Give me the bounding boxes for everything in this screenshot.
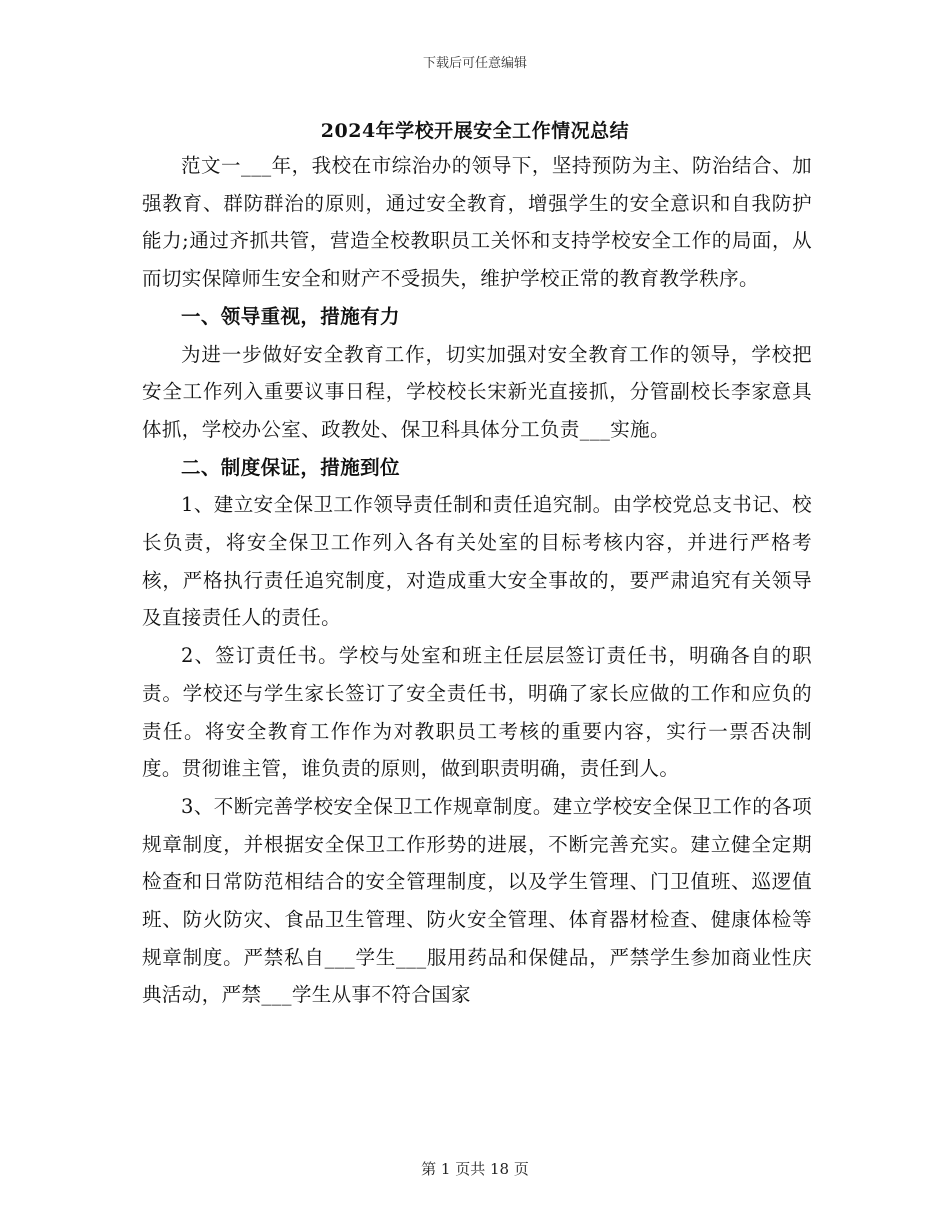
header-note: 下载后可任意编辑 <box>422 56 527 71</box>
page-number: 第 1 页共 18 页 <box>421 1160 529 1178</box>
section-heading-1: 一、领导重视，措施有力 <box>181 304 400 328</box>
paragraph-item-1: 1、建立安全保卫工作领导责任制和责任追究制。由学校党总支书记、校长负责，将安全保卫工作列入各有关处室的目标考核内容，并进行严格考核，严格执行责任追究制度，对造成重大安全事故的，要严肃追究有关领导及直接责任人的责任。 <box>142 493 812 630</box>
document-title: 2024年学校开展安全工作情况总结 <box>320 120 630 142</box>
document-body <box>142 147 812 1014</box>
section-heading-2: 二、制度保证，措施到位 <box>181 455 400 479</box>
paragraph-item-3: 3、不断完善学校安全保卫工作规章制度。建立学校安全保卫工作的各项规章制度，并根据安全保卫工作形势的进展，不断完善充实。建立健全定期检查和日常防范相结合的安全管理制度，以及学生管理、门卫值班、巡逻值班、防火防灾、食品卫生管理、防火安全管理、体育器材检查、健康体检等规章制度。严禁私自___学生___服用药品和保健品，严禁学生参加商业性庆典活动，严禁___学生从事不符合国家 <box>142 794 812 1007</box>
paragraph-leadership: 为进一步做好安全教育工作，切实加强对安全教育工作的领导，学校把安全工作列入重要议事日程，学校校长宋新光直接抓，分管副校长李家意具体抓，学校办公室、政教处、保卫科具体分工负责___实施。 <box>142 342 812 441</box>
paragraph-item-2: 2、签订责任书。学校与处室和班主任层层签订责任书，明确各自的职责。学校还与学生家长签订了安全责任书，明确了家长应做的工作和应负的责任。将安全教育工作作为对教职员工考核的重要内容，实行一票否决制度。贯彻谁主管，谁负责的原则，做到职责明确，责任到人。 <box>142 644 812 781</box>
paragraph-intro: 范文一___年，我校在市综治办的领导下，坚持预防为主、防治结合、加强教育、群防群治的原则，通过安全教育，增强学生的安全意识和自我防护能力;通过齐抓共管，营造全校教职员工关怀和支持学校安全工作的局面，从而切实保障师生安全和财产不受损失，维护学校正常的教育教学秩序。 <box>142 154 812 291</box>
